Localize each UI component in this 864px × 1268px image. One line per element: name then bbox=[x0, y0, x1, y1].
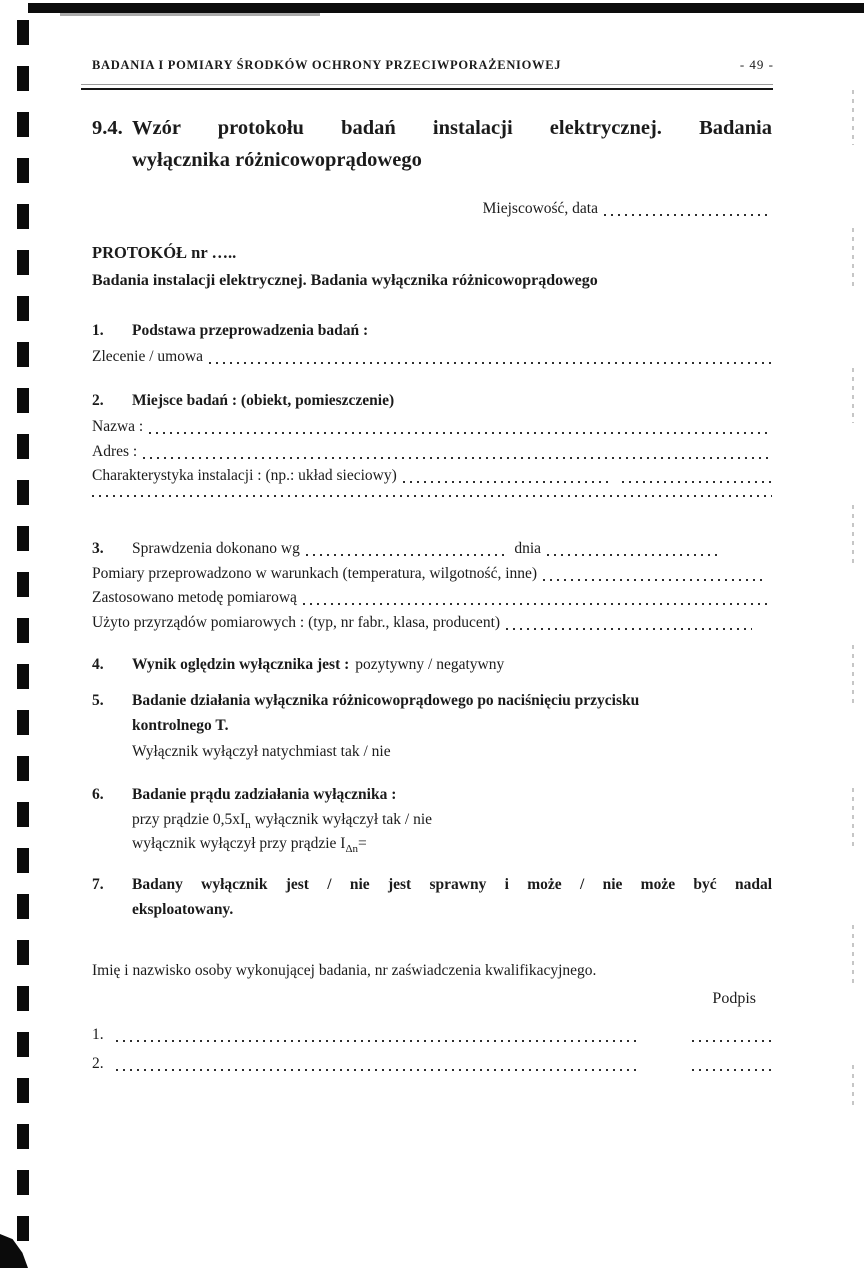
field-label-dnia: dnia bbox=[514, 540, 541, 557]
page-header-title: BADANIA I POMIARY ŚRODKÓW OCHRONY PRZECIWPORAŻENIOWEJ bbox=[92, 58, 562, 72]
section-5-body bbox=[92, 739, 772, 764]
section-3-line-metoda bbox=[92, 585, 772, 610]
page-header bbox=[92, 57, 774, 73]
signature-row-number: 2. bbox=[92, 1055, 104, 1072]
scan-edge-dash bbox=[852, 228, 854, 290]
text-run: wyłącznik wyłączył przy prądzie I bbox=[132, 835, 346, 852]
section-5-number: 5. bbox=[92, 692, 104, 709]
field-label: Adres : bbox=[92, 443, 138, 460]
chapter-title-line1 bbox=[92, 114, 772, 142]
signature-row-number: 1. bbox=[92, 1026, 104, 1043]
field-label: Zlecenie / umowa bbox=[92, 348, 204, 365]
section-6-heading-text: Badanie prądu zadziałania wyłącznika : bbox=[132, 786, 397, 803]
scan-top-edge-bar bbox=[28, 3, 864, 13]
dotted-blank bbox=[303, 603, 772, 605]
section-1-line bbox=[92, 344, 772, 369]
section-3-lead bbox=[92, 536, 772, 561]
dotted-blank bbox=[149, 432, 772, 434]
scan-edge-dash bbox=[852, 90, 854, 145]
field-label: Sprawdzenia dokonano wg bbox=[132, 540, 300, 557]
scan-edge-dash bbox=[852, 505, 854, 563]
scan-edge-dash bbox=[852, 788, 854, 846]
scan-smudge bbox=[60, 13, 320, 16]
binding-marks bbox=[17, 20, 29, 1260]
dotted-blank bbox=[92, 495, 772, 497]
section-2-line-continuation bbox=[92, 495, 772, 502]
section-7-text: Badany wyłącznik jest / nie jest sprawny i może / nie może być nadal bbox=[132, 876, 772, 893]
section-2-line-charakterystyka bbox=[92, 463, 772, 488]
field-label: Zastosowano metodę pomiarową bbox=[92, 589, 297, 606]
section-1-heading bbox=[92, 318, 772, 343]
footer-note-text: Imię i nazwisko osoby wykonującej badania, nr zaświadczenia kwalifikacyjnego. bbox=[92, 962, 597, 979]
protocol-number-line bbox=[92, 240, 772, 265]
section-2-line-nazwa bbox=[92, 414, 772, 439]
name-blank bbox=[116, 1069, 636, 1071]
chapter-title-line2 bbox=[92, 146, 772, 174]
section-6-line1 bbox=[92, 807, 772, 832]
text-run: przy prądzie 0,5xI bbox=[132, 811, 246, 828]
dotted-blank bbox=[143, 457, 772, 459]
section-6-line2 bbox=[92, 831, 772, 856]
text-run: wyłącznik wyłączył tak / nie bbox=[254, 811, 433, 828]
dotted-blank bbox=[622, 481, 772, 483]
dotted-blank bbox=[506, 628, 752, 630]
text-run: = bbox=[358, 835, 367, 852]
section-4-heading bbox=[92, 652, 772, 677]
section-1-heading-text: Podstawa przeprowadzenia badań : bbox=[132, 322, 369, 339]
protocol-subtitle bbox=[92, 268, 772, 293]
section-5-heading-line1 bbox=[92, 688, 772, 713]
field-label: Pomiary przeprowadzono w warunkach (temperatura, wilgotność, inne) bbox=[92, 565, 538, 582]
subscript-delta-n: Δn bbox=[345, 843, 359, 856]
field-label: Nazwa : bbox=[92, 418, 144, 435]
section-3-line-przyrzady bbox=[92, 610, 772, 635]
signature-blank bbox=[692, 1040, 772, 1042]
footer-note bbox=[92, 958, 772, 983]
signature-blank bbox=[692, 1069, 772, 1071]
field-label: Charakterystyka instalacji : (np.: układ sieciowy) bbox=[92, 467, 397, 484]
section-7-number: 7. bbox=[92, 876, 104, 893]
section-5-body-text: Wyłącznik wyłączył natychmiast tak / nie bbox=[132, 743, 391, 760]
field-label: Użyto przyrządów pomiarowych : (typ, nr fabr., klasa, producent) bbox=[92, 614, 501, 631]
section-5-heading-text: Badanie działania wyłącznika różnicowoprądowego po naciśnięciu przycisku bbox=[132, 692, 640, 709]
section-1-number: 1. bbox=[92, 322, 104, 339]
dotted-blank bbox=[306, 554, 506, 556]
chapter-number: 9.4. bbox=[92, 117, 123, 139]
section-3-number: 3. bbox=[92, 540, 104, 557]
chapter-title-text: Wzór protokołu badań instalacji elektrycznej. Badania bbox=[132, 117, 772, 139]
place-date-label: Miejscowość, data bbox=[482, 200, 598, 217]
section-7-line2 bbox=[92, 897, 772, 922]
section-5-heading-text2: kontrolnego T. bbox=[132, 717, 229, 734]
dotted-blank bbox=[547, 554, 717, 556]
dotted-blank bbox=[543, 579, 766, 581]
scan-edge-dash bbox=[852, 1065, 854, 1107]
section-5-heading-line2 bbox=[92, 713, 772, 738]
section-2-line-adres bbox=[92, 439, 772, 464]
dotted-blank bbox=[403, 481, 612, 483]
scan-edge-dash bbox=[852, 645, 854, 705]
signature-label: Podpis bbox=[712, 990, 756, 1007]
scan-edge-dash bbox=[852, 368, 854, 423]
signature-row-1 bbox=[92, 1022, 772, 1047]
protocol-number-text: PROTOKÓŁ nr ….. bbox=[92, 243, 237, 262]
section-7-text2: eksploatowany. bbox=[132, 901, 234, 918]
place-date-blank bbox=[604, 214, 772, 216]
section-4-number: 4. bbox=[92, 656, 104, 673]
section-6-heading bbox=[92, 782, 772, 807]
place-date-line bbox=[92, 196, 772, 221]
section-4-value: pozytywny / negatywny bbox=[355, 656, 505, 673]
protocol-subtitle-text: Badania instalacji elektrycznej. Badania wyłącznika różnicowoprądowego bbox=[92, 272, 598, 289]
section-6-line1-text bbox=[132, 807, 432, 832]
section-2-number: 2. bbox=[92, 392, 104, 409]
section-6-line2-text bbox=[132, 831, 367, 856]
name-blank bbox=[116, 1040, 636, 1042]
section-4-heading-text: Wynik oględzin wyłącznika jest : bbox=[132, 656, 350, 673]
dotted-blank bbox=[209, 362, 772, 364]
scan-edge-dash bbox=[852, 925, 854, 983]
section-2-heading bbox=[92, 388, 772, 413]
section-2-heading-text: Miejsce badań : (obiekt, pomieszczenie) bbox=[132, 392, 395, 409]
subscript-n: n bbox=[245, 819, 251, 832]
chapter-title-text2: wyłącznika różnicowoprądowego bbox=[132, 149, 422, 171]
signature-row-2 bbox=[92, 1051, 772, 1076]
page-number: - 49 - bbox=[739, 57, 774, 72]
section-6-number: 6. bbox=[92, 786, 104, 803]
section-3-line-pomiary bbox=[92, 561, 772, 586]
header-rule bbox=[81, 84, 773, 90]
section-7-line1 bbox=[92, 872, 772, 897]
